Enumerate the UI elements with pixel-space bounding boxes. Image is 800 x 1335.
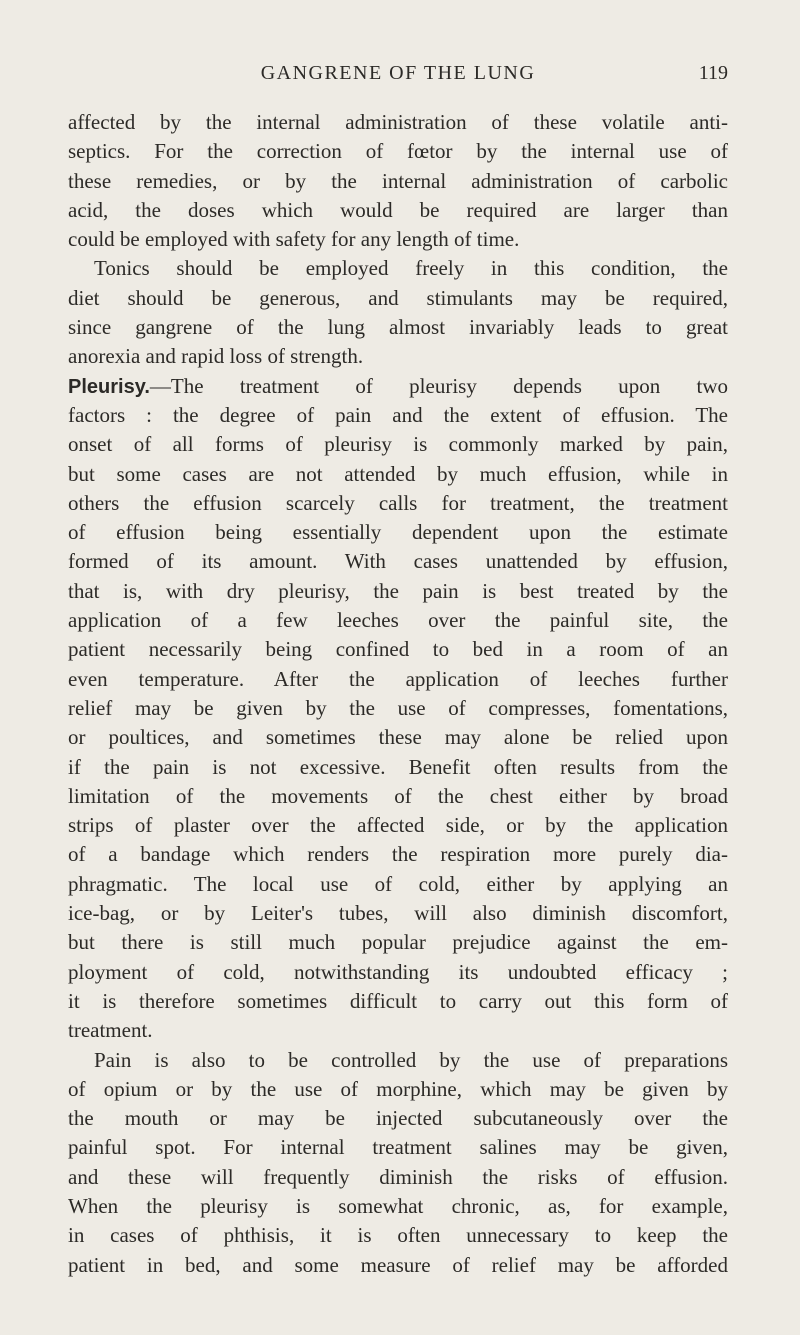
text-line: septics. For the correction of fœtor by the internal use of — [68, 139, 728, 164]
page-number: 119 — [698, 62, 728, 84]
text-line: the mouth or may be injected subcutaneously over the — [68, 1106, 728, 1131]
text-line: diet should be generous, and stimulants may be required, — [68, 285, 728, 310]
text-line: of a bandage which renders the respiration more purely dia- — [68, 842, 728, 867]
text-line: strips of plaster over the affected side, or by the application — [68, 813, 728, 838]
text-line: since gangrene of the lung almost invariably leads to great — [68, 315, 728, 340]
text-line: limitation of the movements of the chest either by broad — [68, 783, 728, 808]
text-line: these remedies, or by the internal administration of carbolic — [68, 168, 728, 193]
body-text — [68, 108, 728, 1280]
text-line: or poultices, and sometimes these may alone be relied upon — [68, 725, 728, 750]
text-line: others the effusion scarcely calls for treatment, the treatment — [68, 490, 728, 515]
running-head-title: GANGRENE OF THE LUNG — [260, 62, 536, 84]
text-line: treatment. — [68, 1018, 153, 1043]
text-line: onset of all forms of pleurisy is commonly marked by pain, — [68, 432, 728, 457]
text-line: and these will frequently diminish the risks of effusion. — [68, 1164, 728, 1189]
section-sidehead: Pleurisy. — [68, 375, 150, 398]
text-line: phragmatic. The local use of cold, either by applying an — [68, 871, 728, 896]
text-line: Pain is also to be controlled by the use of preparations — [94, 1047, 728, 1072]
text-line: application of a few leeches over the painful site, the — [68, 608, 728, 633]
text-line: it is therefore sometimes difficult to carry out this form of — [68, 988, 728, 1013]
text-line: formed of its amount. With cases unattended by effusion, — [68, 549, 728, 574]
text-line: that is, with dry pleurisy, the pain is best treated by the — [68, 578, 728, 603]
running-head — [68, 62, 728, 92]
text-line: even temperature. After the application of leeches further — [68, 666, 728, 691]
text-line: could be employed with safety for any length of time. — [68, 227, 520, 252]
text-line: factors : the degree of pain and the extent of effusion. The — [68, 402, 728, 427]
text-line: ployment of cold, notwithstanding its undoubted efficacy ; — [68, 959, 728, 984]
text-line: patient in bed, and some measure of relief may be afforded — [68, 1252, 728, 1277]
text-line: if the pain is not excessive. Benefit often results from the — [68, 754, 728, 779]
text-line: anorexia and rapid loss of strength. — [68, 344, 364, 369]
text-line: of opium or by the use of morphine, which may be given by — [68, 1076, 728, 1101]
text-line: but some cases are not attended by much effusion, while in — [68, 461, 728, 486]
text-line: of effusion being essentially dependent upon the estimate — [68, 520, 728, 545]
text-line-rest: —The treatment of pleurisy depends upon two — [149, 373, 728, 398]
text-line: affected by the internal administration of these volatile anti- — [68, 110, 728, 134]
text-line: ice-bag, or by Leiter's tubes, will also diminish discomfort, — [68, 901, 728, 926]
text-line: Tonics should be employed freely in this condition, the — [94, 256, 728, 281]
text-line: but there is still much popular prejudice against the em- — [68, 930, 728, 955]
text-line: in cases of phthisis, it is often unnecessary to keep the — [68, 1223, 728, 1248]
text-line: patient necessarily being confined to bed in a room of an — [68, 637, 728, 662]
text-line: relief may be given by the use of compresses, fomentations, — [68, 695, 728, 720]
text-line: painful spot. For internal treatment salines may be given, — [68, 1135, 728, 1160]
text-line: When the pleurisy is somewhat chronic, as, for example, — [68, 1193, 728, 1218]
text-line-with-sidehead — [68, 372, 728, 401]
text-line: acid, the doses which would be required are larger than — [68, 197, 728, 222]
